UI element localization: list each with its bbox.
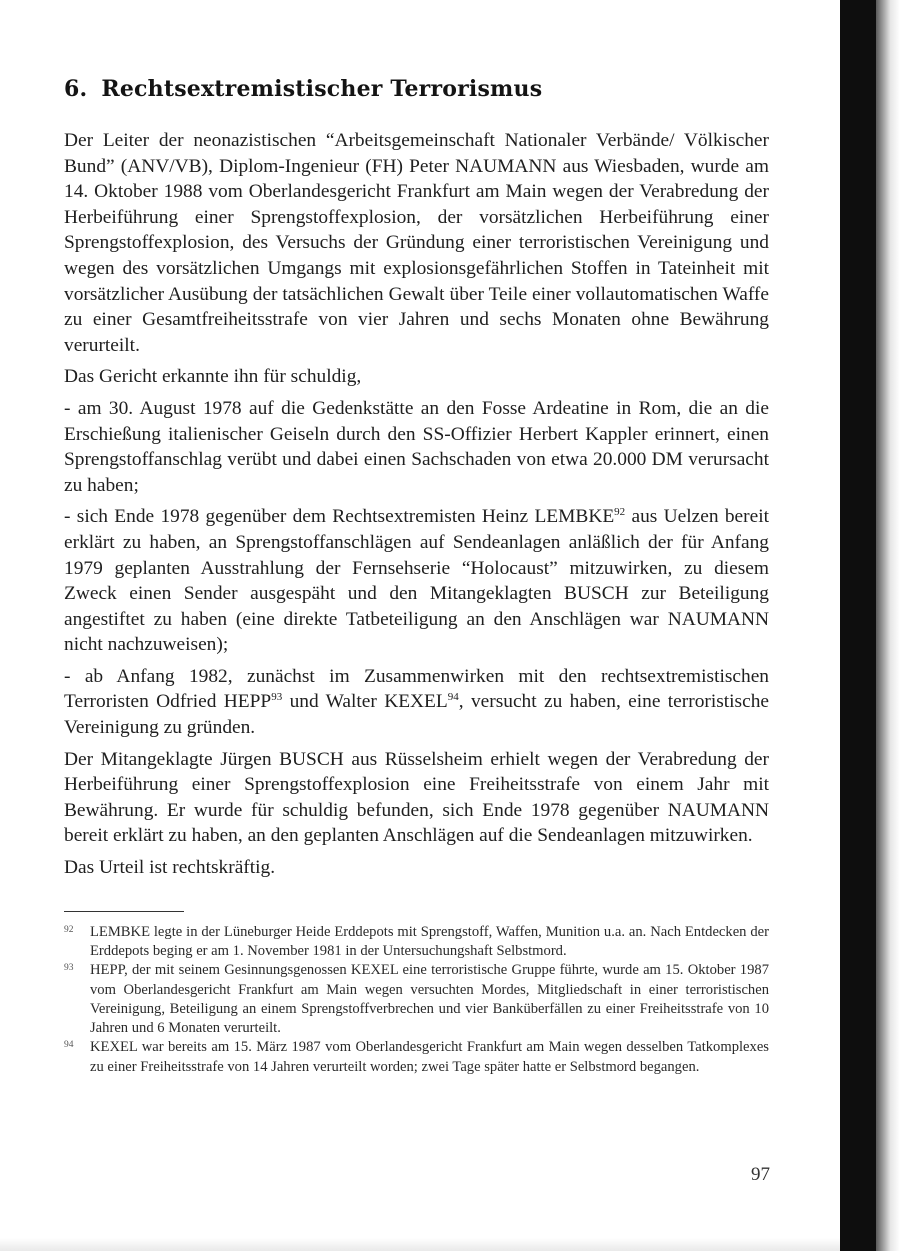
footnote-94 bbox=[64, 1038, 769, 1077]
footnote-number: 92 bbox=[64, 924, 74, 935]
text-segment: aus Uelzen bereit erklärt zu haben, an Sprengstoffanschlägen auf Sendeanlagen anläßlich der für Anfang 1979 geplanten Ausstrahlung der Fernsehserie “Holocaust” mitzuwirken, zu diesem Zweck einen Sender ausgespäht und den Mitangeklagten BUSCH zur Beteiligung angestiftet zu haben (eine direkte Tatbeteiligung an den Anschlägen war NAUMANN nicht nachzuweisen); bbox=[64, 506, 769, 656]
page-number: 97 bbox=[751, 1164, 770, 1185]
paragraph-rome-attack: - am 30. August 1978 auf die Gedenkstätte an den Fosse Ardeatine in Rom, die an die Erschießung italienischer Geiseln durch den SS-Offizier Herbert Kappler erinnert, einen Sprengstoffanschlag verübt und dabei einen Sachschaden von etwa 20.000 DM verursacht zu haben; bbox=[64, 397, 769, 496]
scan-edge-fade bbox=[876, 0, 900, 1251]
paragraph-busch: Der Mitangeklagte Jürgen BUSCH aus Rüsselsheim erhielt wegen der Verabredung der Herbeiführung einer Sprengstoffexplosion eine Freiheitsstrafe von einem Jahr mit Bewährung. Er wurde für schuldig befunden, sich Ende 1978 gegenüber NAUMANN bereit erklärt zu haben, an den geplanten Anschlägen auf die Sendeanlagen mitzuwirken. bbox=[64, 748, 769, 847]
text-segment: und Walter KEXEL bbox=[282, 691, 448, 713]
footnote-ref-94[interactable]: 94 bbox=[447, 691, 459, 704]
footnote-93 bbox=[64, 961, 769, 1038]
text-segment: - sich Ende 1978 gegenüber dem Rechtsextremisten Heinz LEMBKE bbox=[64, 506, 615, 528]
paragraph-holocaust-broadcast bbox=[64, 504, 769, 658]
section-heading bbox=[64, 76, 769, 102]
footnote-number: 94 bbox=[64, 1040, 74, 1051]
text-segment: , versucht zu haben, eine terroristische Vereinigung zu gründen. bbox=[64, 691, 770, 739]
paragraph-guilty-intro: Das Gericht erkannte ihn für schuldig, bbox=[64, 366, 362, 388]
section-title: Rechtsextremistischer Terrorismus bbox=[101, 76, 543, 102]
scan-dark-edge bbox=[840, 0, 876, 1251]
paragraph-verdict: Der Leiter der neonazistischen “Arbeitsgemeinschaft Nationaler Verbände/ Völkischer Bund” (ANV/VB), Diplom-Ingenieur (FH) Peter NAUMANN aus Wiesbaden, wurde am 14. Oktober 1988 vom Oberlandesgericht Frankfurt am Main wegen der Verabredung der Herbeiführung einer Sprengstoffexplosion, der vorsätzlichen Herbeiführung einer Sprengstoffexplosion, des Versuchs der Gründung einer terroristischen Vereinigung und wegen des vorsätzlichen Umgangs mit explosionsgefährlichen Stoffen in Tateinheit mit vorsätzlicher Ausübung der tatsächlichen Gewalt über Teile einer vollautomatischen Waffe zu einer Gesamtfreiheitsstrafe von vier Jahren und sechs Monaten ohne Bewährung verurteilt. bbox=[64, 130, 769, 356]
paragraph-final: Das Urteil ist rechtskräftig. bbox=[64, 857, 276, 879]
footnote-ref-92[interactable]: 92 bbox=[614, 506, 626, 519]
paragraph-terror-group bbox=[64, 664, 769, 741]
page-content bbox=[64, 76, 769, 1077]
footnotes bbox=[64, 923, 769, 1077]
footnote-text: KEXEL war bereits am 15. März 1987 vom Oberlandesgericht Frankfurt am Main wegen desselben Tatkomplexes zu einer Freiheitsstrafe von 14 Jahren verurteilt worden; zwei Tage später hatte er Selbstmord begangen. bbox=[90, 1039, 769, 1075]
text-segment: - ab Anfang 1982, zunächst im Zusammenwirken mit den rechtsextremistischen Terroristen Odfried HEPP bbox=[64, 665, 769, 713]
footnote-text: HEPP, der mit seinem Gesinnungsgenossen KEXEL eine terroristische Gruppe führte, wurde am 15. Oktober 1987 vom Oberlandesgericht Frankfurt am Main wegen versuchten Mordes, Mitgliedschaft in einer terroristischen Vereinigung, Beteiligung an einem Sprengstoffverbrechen und vier Banküberfällen zu einer Freiheitsstrafe von 10 Jahren und 6 Monaten verurteilt. bbox=[90, 962, 769, 1037]
footnote-divider bbox=[64, 911, 184, 912]
footnote-number: 93 bbox=[64, 963, 74, 974]
footnote-92 bbox=[64, 923, 769, 962]
body-text bbox=[64, 128, 769, 881]
footnote-ref-93[interactable]: 93 bbox=[271, 691, 283, 704]
scan-bottom-shadow bbox=[0, 1238, 840, 1251]
section-number: 6. bbox=[64, 76, 88, 102]
footnote-text: LEMBKE legte in der Lüneburger Heide Erddepots mit Sprengstoff, Waffen, Munition u.a. an. Nach Entdecken der Erddepots beging er am 1. November 1981 in der Untersuchungshaft Selbstmord. bbox=[90, 923, 769, 959]
